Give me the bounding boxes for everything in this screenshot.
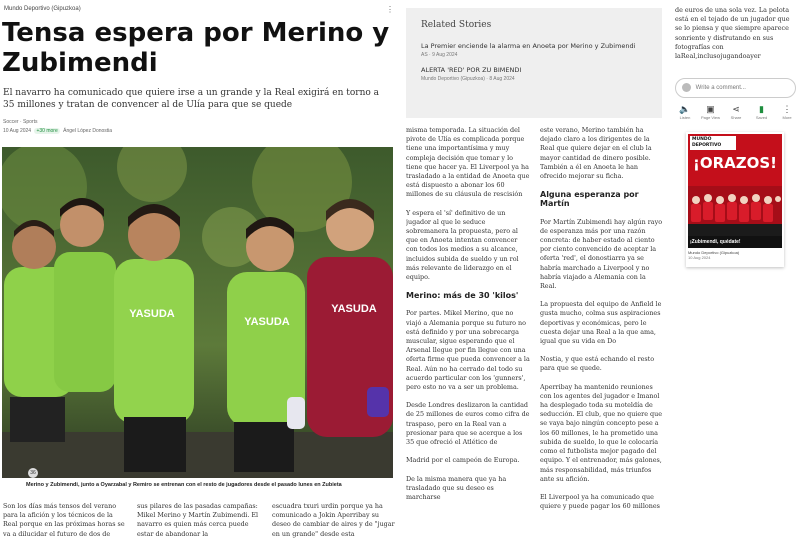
cover-source: Mundo Deportivo (Gipuzkoa): [688, 250, 740, 255]
more-badge[interactable]: +30 more: [36, 128, 58, 134]
body-paragraph: El Liverpool ya ha comunicado que quiere y puede pagar los 60 millones: [540, 492, 660, 511]
article-tags[interactable]: Soccer · Sports: [3, 119, 38, 125]
action-label: Listen: [679, 115, 691, 120]
article-subtitle: El navarro ha comunicado que quiere irse a un grande y la Real exigirá en torno a 35 millones y tratan de convencer al de Ulía para que se quede: [3, 88, 380, 110]
body-paragraph: este verano, Merino también ha dejado claro a los dirigentes de la Real que quiere dejar en el club la mayor cantidad de dinero posible. También a él en Anoeta le han ofrecido mejorar su ficha.: [540, 126, 652, 181]
jersey-text-2: YASUDA: [244, 316, 290, 328]
source-name[interactable]: Mundo Deportivo (Gipuzkoa): [4, 6, 81, 12]
newspaper-cover[interactable]: [688, 134, 782, 248]
body-column-5: [540, 126, 664, 545]
comment-placeholder: Write a comment...: [695, 85, 746, 91]
article-photo[interactable]: [2, 147, 393, 478]
comment-input[interactable]: [675, 78, 796, 98]
body-paragraph: De la misma manera que ya ha trasladado que su deseo es marcharse: [406, 474, 507, 501]
share-button[interactable]: [726, 103, 746, 125]
newspaper-cover-card[interactable]: [686, 132, 784, 267]
source-row: [4, 6, 396, 16]
cover-date: 10 Aug 2024: [688, 255, 711, 260]
body-paragraph: Son los días más tensos del verano para la afición y los técnicos de la Real porque en las próximas horas se va a dilucidar el futuro de dos de: [3, 502, 125, 538]
body-paragraph: Nostia, y que está echando el resto para que se quede.: [540, 355, 655, 373]
jersey-text-3: YASUDA: [331, 303, 377, 315]
related-story-meta: AS · 9 Aug 2024: [421, 52, 458, 58]
photo-badge: 36: [28, 468, 38, 478]
action-label: Share: [730, 115, 742, 120]
body-column-2: [137, 502, 261, 545]
body-paragraph: Por partes. Mikel Merino, que no viajó a Alemania porque su futuro no está definido y por una sobrecarga muscular, sigue esperando que el Arsenal llegue por fin llegue con una oferta firme que pueda convencer a la Real. Aún no ha cerrado del todo su acuerdo particular con los 'gunners', pero esto no va a ser un problema.: [406, 309, 530, 392]
action-label: More: [782, 115, 792, 120]
section-heading: Alguna esperanza por Martín: [540, 190, 639, 209]
action-label: Saved: [755, 115, 768, 120]
body-column-4: [406, 126, 530, 545]
related-story[interactable]: [421, 42, 647, 58]
related-story-title[interactable]: La Premier enciende la alarma en Anoeta por Merino y Zubimendi: [421, 42, 636, 50]
cover-brand: MUNDO DEPORTIVO: [690, 136, 736, 150]
related-stories-panel: [406, 8, 662, 118]
article-date: 10 Aug 2024: [3, 128, 32, 134]
jersey-text: YASUDA: [129, 308, 175, 320]
save-button[interactable]: [752, 103, 772, 125]
page-view-icon: ▣: [706, 104, 715, 114]
body-paragraph: Madrid por el campeón de Europa.: [406, 456, 520, 465]
more-icon: ⋮: [782, 104, 792, 114]
share-icon: ⋖: [732, 104, 740, 114]
body-paragraph: Desde Londres deslizaron la cantidad de 25 millones de euros como cifra de traspaso, pero en la Real van a presionar para que se acerque a los 35 que ofreció el Atlético de: [406, 401, 530, 447]
more-button[interactable]: [777, 103, 797, 125]
article-meta: [3, 128, 112, 134]
body-paragraph: Aperribay ha mantenido reuniones con los agentes del jugador e Imanol ha desplegado toda su moteldía de seducción. El club, que no quiere que se vaya bajo ningún concepto pese a los 60 millones, le ha prometido una subida de sueldo, lo que le colocaría como el futbolista mejor pagado del equipo. Y el entrenador, más galones, más responsabilidad, más triunfos ante su afición.: [540, 382, 663, 483]
body-paragraph: sus pilares de las pasadas campañas: Mikel Merino y Martín Zubimendi. El navarro es quien más cerca puede estar de abandonar la: [137, 502, 259, 538]
photo-caption: Merino y Zubimendi, junto a Oyarzabal y Remiro se entrenan con el resto de jugadores desde el pasado lunes en Zubieta: [26, 482, 342, 488]
bookmark-icon: ▮: [759, 104, 764, 114]
listen-button[interactable]: [675, 103, 695, 125]
body-column-3: [272, 502, 396, 545]
body-paragraph: Por Martín Zubimendi hay algún rayo de esperanza más por una razón concreta: de haber estado al ciento por ciento convencido de aceptar la oferta 'red', el donostiarra ya se habría marchado a Liverpool y no habría viajado a Alemania con la Real.: [540, 217, 663, 291]
action-label: Page View: [700, 115, 721, 120]
body-paragraph: escuadra txuri urdin porque ya ha comunicado a Jokin Aperribay su deseo de cambiar de aires y de "jugar en un grande" desde esta: [272, 502, 395, 538]
cover-team-photo: [688, 186, 782, 236]
related-story-title[interactable]: ALERTA 'RED' POR ZU BIMENDI: [421, 66, 522, 74]
more-options-icon[interactable]: ⋮: [386, 5, 394, 14]
article-author: Ángel López Donostia: [63, 128, 113, 134]
page-view-button[interactable]: [701, 103, 721, 125]
body-paragraph: Y espera el 'sí' definitivo de un jugador al que le seduce sobremanera la propuesta, pero al que en Anoeta intentan convencer con todos los medios a su alcance, incluidos subida de sueldo y un rol más relevante de liderazgo en el equipo.: [406, 208, 519, 282]
cover-headline: ¡ORAZOS!: [692, 154, 778, 172]
cover-footline: ¡Zubimendi, quédate!: [688, 236, 782, 248]
avatar: [682, 83, 691, 92]
body-paragraph: La propuesta del equipo de Anfield le gusta mucho, colma sus aspiraciones deportivas y económicas, pero le cuesta dejar una Real a la que ama, igual que su vida en Do: [540, 300, 662, 346]
body-column-6: de euros de una sola vez. La pelota está en el tejado de un jugador que se lo piensa y que siempre aparece sonriente y disfrutando en sus fotografías con laReal,inclusojugandoayer: [675, 6, 790, 61]
related-story-meta: Mundo Deportivo (Gipuzkoa) · 8 Aug 2024: [421, 76, 515, 82]
speaker-icon: 🔈: [679, 104, 691, 114]
body-paragraph: misma temporada. La situación del pivote de Ulía es complicada porque tiene una importantísima y muy compleja decisión que tomar y lo tiene que hacer ya. El Liverpool ya ha trasladado a la entidad de Anoeta que está dispuesto a abonar los 60 millones de su cláusula de rescisión: [406, 126, 530, 199]
section-heading: Merino: más de 30 'kilos': [406, 291, 519, 301]
players-illustration: [2, 147, 393, 478]
action-bar: [675, 103, 797, 125]
article-title: Tensa espera por Merino y Zubimendi: [2, 18, 390, 78]
related-story[interactable]: [421, 66, 647, 82]
body-column-1: [3, 502, 127, 545]
related-stories-heading: Related Stories: [421, 20, 492, 30]
